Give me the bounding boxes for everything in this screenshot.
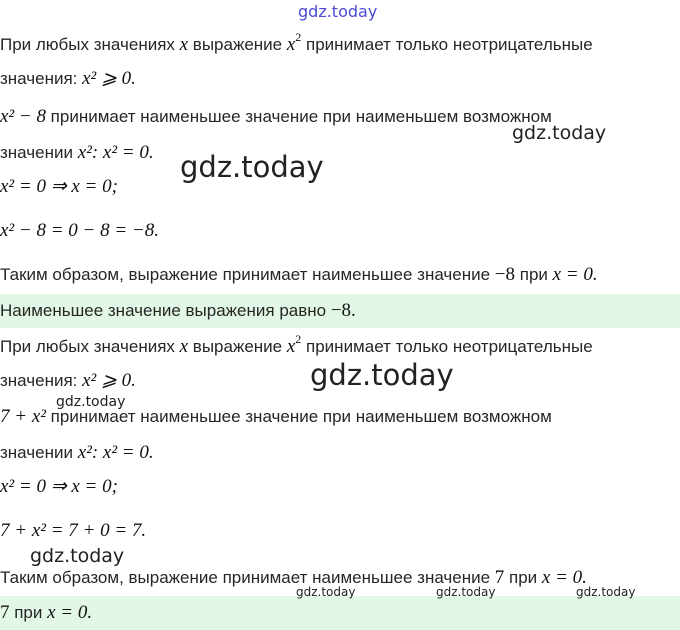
b2-intro-text-c: принимает только неотрицательные: [301, 337, 593, 356]
b1-intro-text-d: значения:: [0, 69, 83, 88]
b2-min-text-a: принимает наименьшее значение при наименьшем возможном: [45, 407, 552, 426]
b1-imp-math: x² = 0 ⇒ x = 0;: [0, 176, 118, 197]
b2-expr-math: 7 + x²: [0, 406, 46, 427]
b2-conclusion-text-b: при: [504, 568, 542, 587]
b1-var-x2: x: [286, 34, 296, 55]
b2-calculation: [0, 520, 680, 542]
b2-intro-text-b: выражение: [188, 337, 287, 356]
b1-min-text-a: принимает наименьшее значение при наименьшем возможном: [45, 107, 552, 126]
b2-at-math: x = 0.: [541, 567, 587, 588]
b1-at-math: x = 0.: [552, 264, 598, 285]
watermark-right-1: gdz.today: [512, 122, 607, 144]
b1-expr-math: x² − 8: [0, 106, 46, 127]
b1-intro-text-c: принимает только неотрицательные: [301, 35, 593, 54]
b1-min-line-2: [0, 142, 680, 164]
b2-conclusion-text-a: Таким образом, выражение принимает наименьшее значение: [0, 568, 495, 587]
b2-intro-text-a: При любых значениях: [0, 337, 180, 356]
b1-var-x: x: [179, 34, 189, 55]
watermark-top: gdz.today: [298, 2, 378, 21]
b1-intro-line-1: [0, 30, 680, 56]
b1-intro-text-b: выражение: [188, 35, 287, 54]
b1-conclusion: [0, 264, 680, 286]
b2-nonneg-math: x² ⩾ 0.: [82, 370, 136, 391]
b2-answer-at: x = 0.: [47, 602, 93, 623]
b2-cond-math: x²: x² = 0.: [77, 442, 154, 463]
watermark-large-2: gdz.today: [310, 358, 454, 392]
b2-answer-val: 7: [0, 602, 10, 623]
b2-calc-math: 7 + x² = 7 + 0 = 7.: [0, 520, 147, 541]
b1-cond-math: x²: x² = 0.: [77, 142, 154, 163]
b1-min-text-b: значении: [0, 143, 78, 162]
watermark-small-1: gdz.today: [56, 394, 126, 410]
b1-calculation: [0, 220, 680, 242]
b2-answer-text-a: при: [9, 603, 48, 622]
b1-answer: [0, 300, 680, 322]
b1-answer-math: −8.: [330, 300, 356, 321]
b2-minval-math: 7: [494, 567, 505, 588]
watermark-tiny-3: gdz.today: [576, 585, 636, 599]
b2-intro-text-d: значения:: [0, 371, 83, 390]
b1-implication: [0, 176, 680, 198]
b1-intro-line-2: [0, 68, 680, 90]
b1-conclusion-text-b: при: [515, 265, 553, 284]
watermark-mid: gdz.today: [30, 545, 125, 567]
b1-exp: 2: [295, 30, 302, 45]
b1-intro-text-a: При любых значениях: [0, 35, 180, 54]
b2-min-line-2: [0, 442, 680, 464]
b2-var-x2: x: [286, 336, 296, 357]
b1-conclusion-text-a: Таким образом, выражение принимает наименьшее значение: [0, 265, 495, 284]
watermark-tiny-1: gdz.today: [296, 585, 356, 599]
watermark-large-1: gdz.today: [180, 150, 324, 184]
b1-answer-text-a: Наименьшее значение выражения равно: [0, 301, 331, 320]
b2-answer: [0, 602, 680, 624]
b2-imp-math: x² = 0 ⇒ x = 0;: [0, 476, 118, 497]
b2-var-x: x: [179, 336, 189, 357]
b2-exp: 2: [295, 332, 302, 347]
b2-min-text-b: значении: [0, 443, 78, 462]
b1-calc-math: x² − 8 = 0 − 8 = −8.: [0, 220, 159, 241]
b1-nonneg-math: x² ⩾ 0.: [82, 68, 136, 89]
b2-intro-line-1: [0, 332, 680, 358]
b2-implication: [0, 476, 680, 498]
watermark-tiny-2: gdz.today: [436, 585, 496, 599]
b1-minval-math: −8: [494, 264, 516, 285]
